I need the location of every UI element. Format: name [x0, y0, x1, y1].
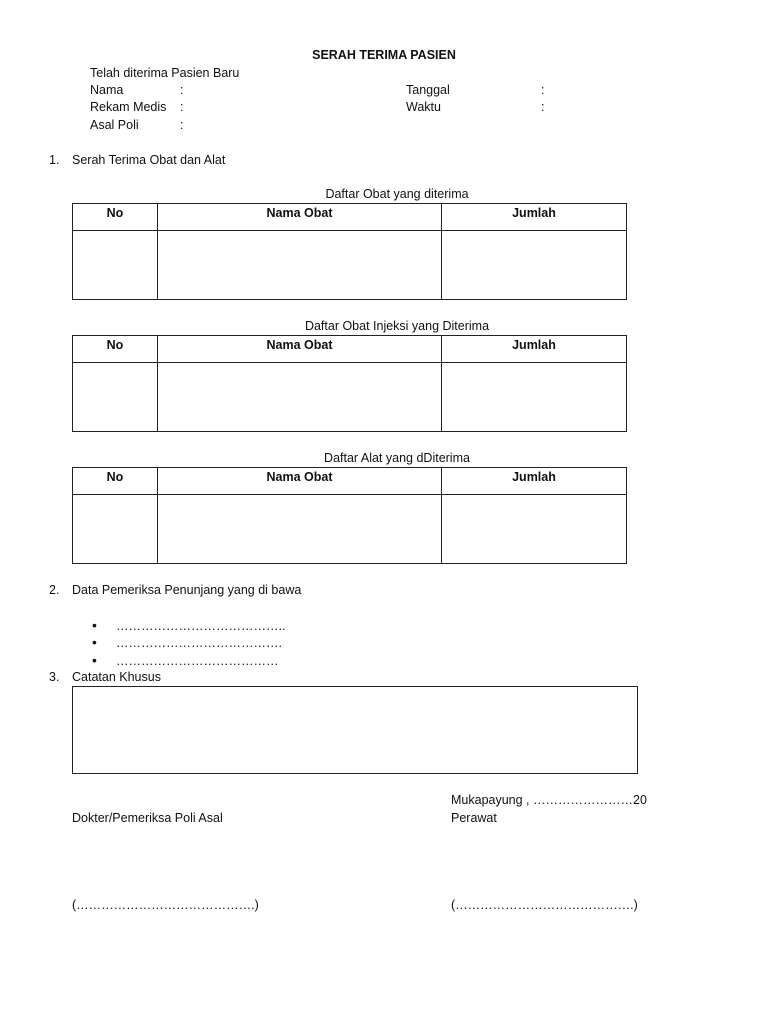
cell-nama-obat[interactable] [158, 495, 442, 564]
list-item: ………………………………… [116, 654, 279, 668]
cell-nama-obat[interactable] [158, 363, 442, 432]
table-3-caption: Daftar Alat yang dDiterima [324, 451, 470, 465]
section-3-number: 3. [49, 670, 60, 684]
field-nama-label: Nama [90, 83, 124, 97]
col-header-no: No [73, 468, 158, 495]
special-notes-box[interactable] [72, 686, 638, 774]
signature-left-line: (…………………………………….) [72, 898, 259, 912]
col-header-nama-obat: Nama Obat [158, 204, 442, 231]
col-header-jumlah: Jumlah [442, 204, 627, 231]
col-header-jumlah: Jumlah [442, 336, 627, 363]
field-tanggal-label: Tanggal [406, 83, 450, 97]
field-asal-poli-label: Asal Poli [90, 118, 139, 132]
section-1-heading: Serah Terima Obat dan Alat [72, 153, 226, 167]
signature-right-role: Perawat [451, 811, 497, 825]
document-title: SERAH TERIMA PASIEN [312, 48, 456, 62]
field-tanggal-separator: : [541, 83, 545, 97]
signature-right-line: (…………………………………….) [451, 898, 638, 912]
cell-nama-obat[interactable] [158, 231, 442, 300]
section-2-number: 2. [49, 583, 60, 597]
col-header-nama-obat: Nama Obat [158, 468, 442, 495]
col-header-jumlah: Jumlah [442, 468, 627, 495]
bullet-icon: • [92, 634, 97, 650]
field-asal-poli-separator: : [180, 118, 184, 132]
table-1-caption: Daftar Obat yang diterima [325, 187, 469, 201]
place-date-line: Mukapayung , ……………………20 [451, 793, 647, 807]
field-rekam-medis-label: Rekam Medis [90, 100, 167, 114]
field-rekam-medis-separator: : [180, 100, 184, 114]
table-2-caption: Daftar Obat Injeksi yang Diterima [304, 319, 490, 333]
signature-left-role: Dokter/Pemeriksa Poli Asal [72, 811, 223, 825]
bullet-icon: • [92, 617, 97, 633]
section-2-heading: Data Pemeriksa Penunjang yang di bawa [72, 583, 302, 597]
medicine-table [72, 203, 627, 300]
table-header-row [73, 204, 627, 231]
section-1-number: 1. [49, 153, 60, 167]
table-row [73, 231, 627, 300]
equipment-table [72, 467, 627, 564]
table-header-row [73, 336, 627, 363]
col-header-no: No [73, 204, 158, 231]
table-header-row [73, 468, 627, 495]
cell-no[interactable] [73, 495, 158, 564]
col-header-no: No [73, 336, 158, 363]
table-row [73, 363, 627, 432]
cell-jumlah[interactable] [442, 363, 627, 432]
bullet-icon: • [92, 652, 97, 668]
section-3-heading: Catatan Khusus [72, 670, 161, 684]
cell-no[interactable] [73, 363, 158, 432]
list-item: …………………………………. [116, 636, 282, 650]
field-waktu-label: Waktu [406, 100, 441, 114]
list-item: ………………………………….. [116, 619, 286, 633]
cell-no[interactable] [73, 231, 158, 300]
cell-jumlah[interactable] [442, 231, 627, 300]
field-waktu-separator: : [541, 100, 545, 114]
table-row [73, 495, 627, 564]
intro-text: Telah diterima Pasien Baru [90, 66, 240, 80]
col-header-nama-obat: Nama Obat [158, 336, 442, 363]
field-nama-separator: : [180, 83, 184, 97]
cell-jumlah[interactable] [442, 495, 627, 564]
injection-medicine-table [72, 335, 627, 432]
